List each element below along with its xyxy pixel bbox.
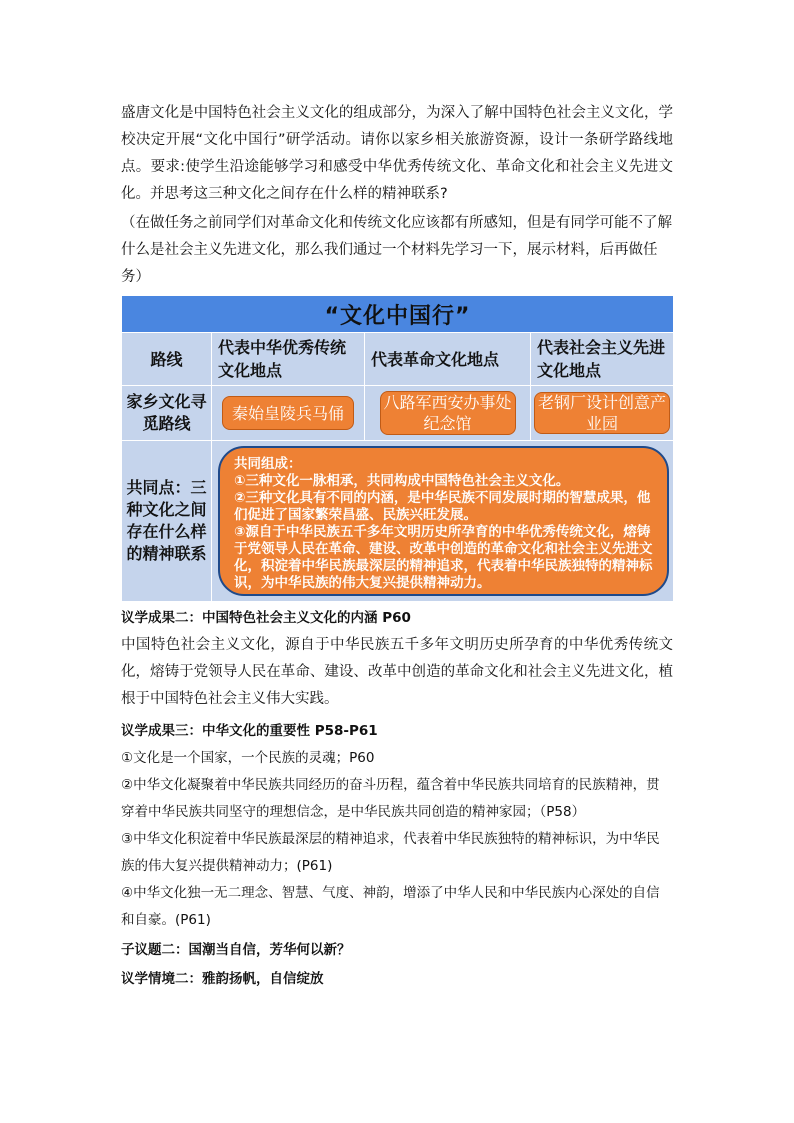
teacher-note: （在做任务之前同学们对革命文化和传统文化应该都有所感知，但是有同学可能不了解什么是社会主义先进文化，那么我们通过一个材料先学习一下，展示材料，后再做任务） (121, 215, 672, 285)
common-cell (212, 441, 674, 602)
header-traditional: 代表中华优秀传统文化地点 (212, 333, 365, 386)
table-title: “文化中国行” (122, 296, 674, 333)
common-line: ③源自于中华民族五千多年文明历史所孕育的中华优秀传统文化，熔铸于党领导人民在革命、建设、改革中创造的革命文化和社会主义先进文化，积淀着中华民族最深层的精神追求，代表着中华民族独特的精神标识，为中华民族的伟大复兴提供精神动力。 (234, 524, 653, 591)
importance-item: ①文化是一个国家，一个民族的灵魂；P60 (121, 750, 375, 766)
socialist-cell (531, 386, 674, 441)
place-eighth-route-army-office: 八路军西安办事处纪念馆 (380, 391, 516, 435)
sub-topic: 子议题二：国潮当自信，芳华何以新？ (121, 942, 351, 958)
content-column (121, 100, 673, 989)
section2-heading: 议学成果二：中国特色社会主义文化的内涵 P60 (121, 610, 411, 626)
section3-heading: 议学成果三：中华文化的重要性 P58-P61 (121, 723, 378, 739)
common-line: ①三种文化一脉相承，共同构成中国特色社会主义文化。 (234, 473, 570, 489)
situation: 议学情境二：雅韵扬帆，自信绽放 (121, 971, 324, 987)
importance-item: ②中华文化凝聚着中华民族共同经历的奋斗历程，蕴含着中华民族共同培育的民族精神，贯穿着中华民族共同坚守的理想信念，是中华民族共同创造的精神家园；（P58） (121, 777, 660, 820)
revolutionary-cell (365, 386, 531, 441)
section2-paragraph: 中国特色社会主义文化，源自于中华民族五千多年文明历史所孕育的中华优秀传统文化，熔铸于党领导人民在革命、建设、改革中创造的革命文化和社会主义先进文化，植根于中国特色社会主义伟大实践。 (121, 637, 673, 707)
header-socialist: 代表社会主义先进文化地点 (531, 333, 674, 386)
culture-route-table (121, 295, 674, 602)
importance-item: ④中华文化独一无二理念、智慧、气度、神韵，增添了中华人民和中华民族内心深处的自信和自豪。(P61) (121, 885, 660, 928)
traditional-cell (212, 386, 365, 441)
common-label: 共同点：三种文化之间存在什么样的精神联系 (122, 441, 212, 602)
common-points-box (218, 446, 669, 596)
importance-item: ③中华文化积淀着中华民族最深层的精神追求，代表着中华民族独特的精神标识，为中华民族的伟大复兴提供精神动力；(P61) (121, 831, 660, 874)
common-line: ②三种文化具有不同的内涵，是中华民族不同发展时期的智慧成果，他们促进了国家繁荣昌盛、民族兴旺发展。 (234, 490, 651, 523)
common-line: 共同组成： (234, 456, 302, 472)
header-revolutionary: 代表革命文化地点 (365, 333, 531, 386)
header-route: 路线 (122, 333, 212, 386)
route-label: 家乡文化寻觅路线 (122, 386, 212, 441)
place-terracotta-warriors: 秦始皇陵兵马俑 (222, 396, 354, 430)
intro-paragraph: 盛唐文化是中国特色社会主义文化的组成部分，为深入了解中国特色社会主义文化，学校决定开展“文化中国行”研学活动。请你以家乡相关旅游资源，设计一条研学路线地点。要求:使学生沿途能够学习和感受中华优秀传统文化、革命文化和社会主义先进文化。并思考这三种文化之间存在什么样的精神联系? (121, 105, 673, 202)
place-old-steel-mill-park: 老钢厂设计创意产业园 (534, 392, 670, 434)
